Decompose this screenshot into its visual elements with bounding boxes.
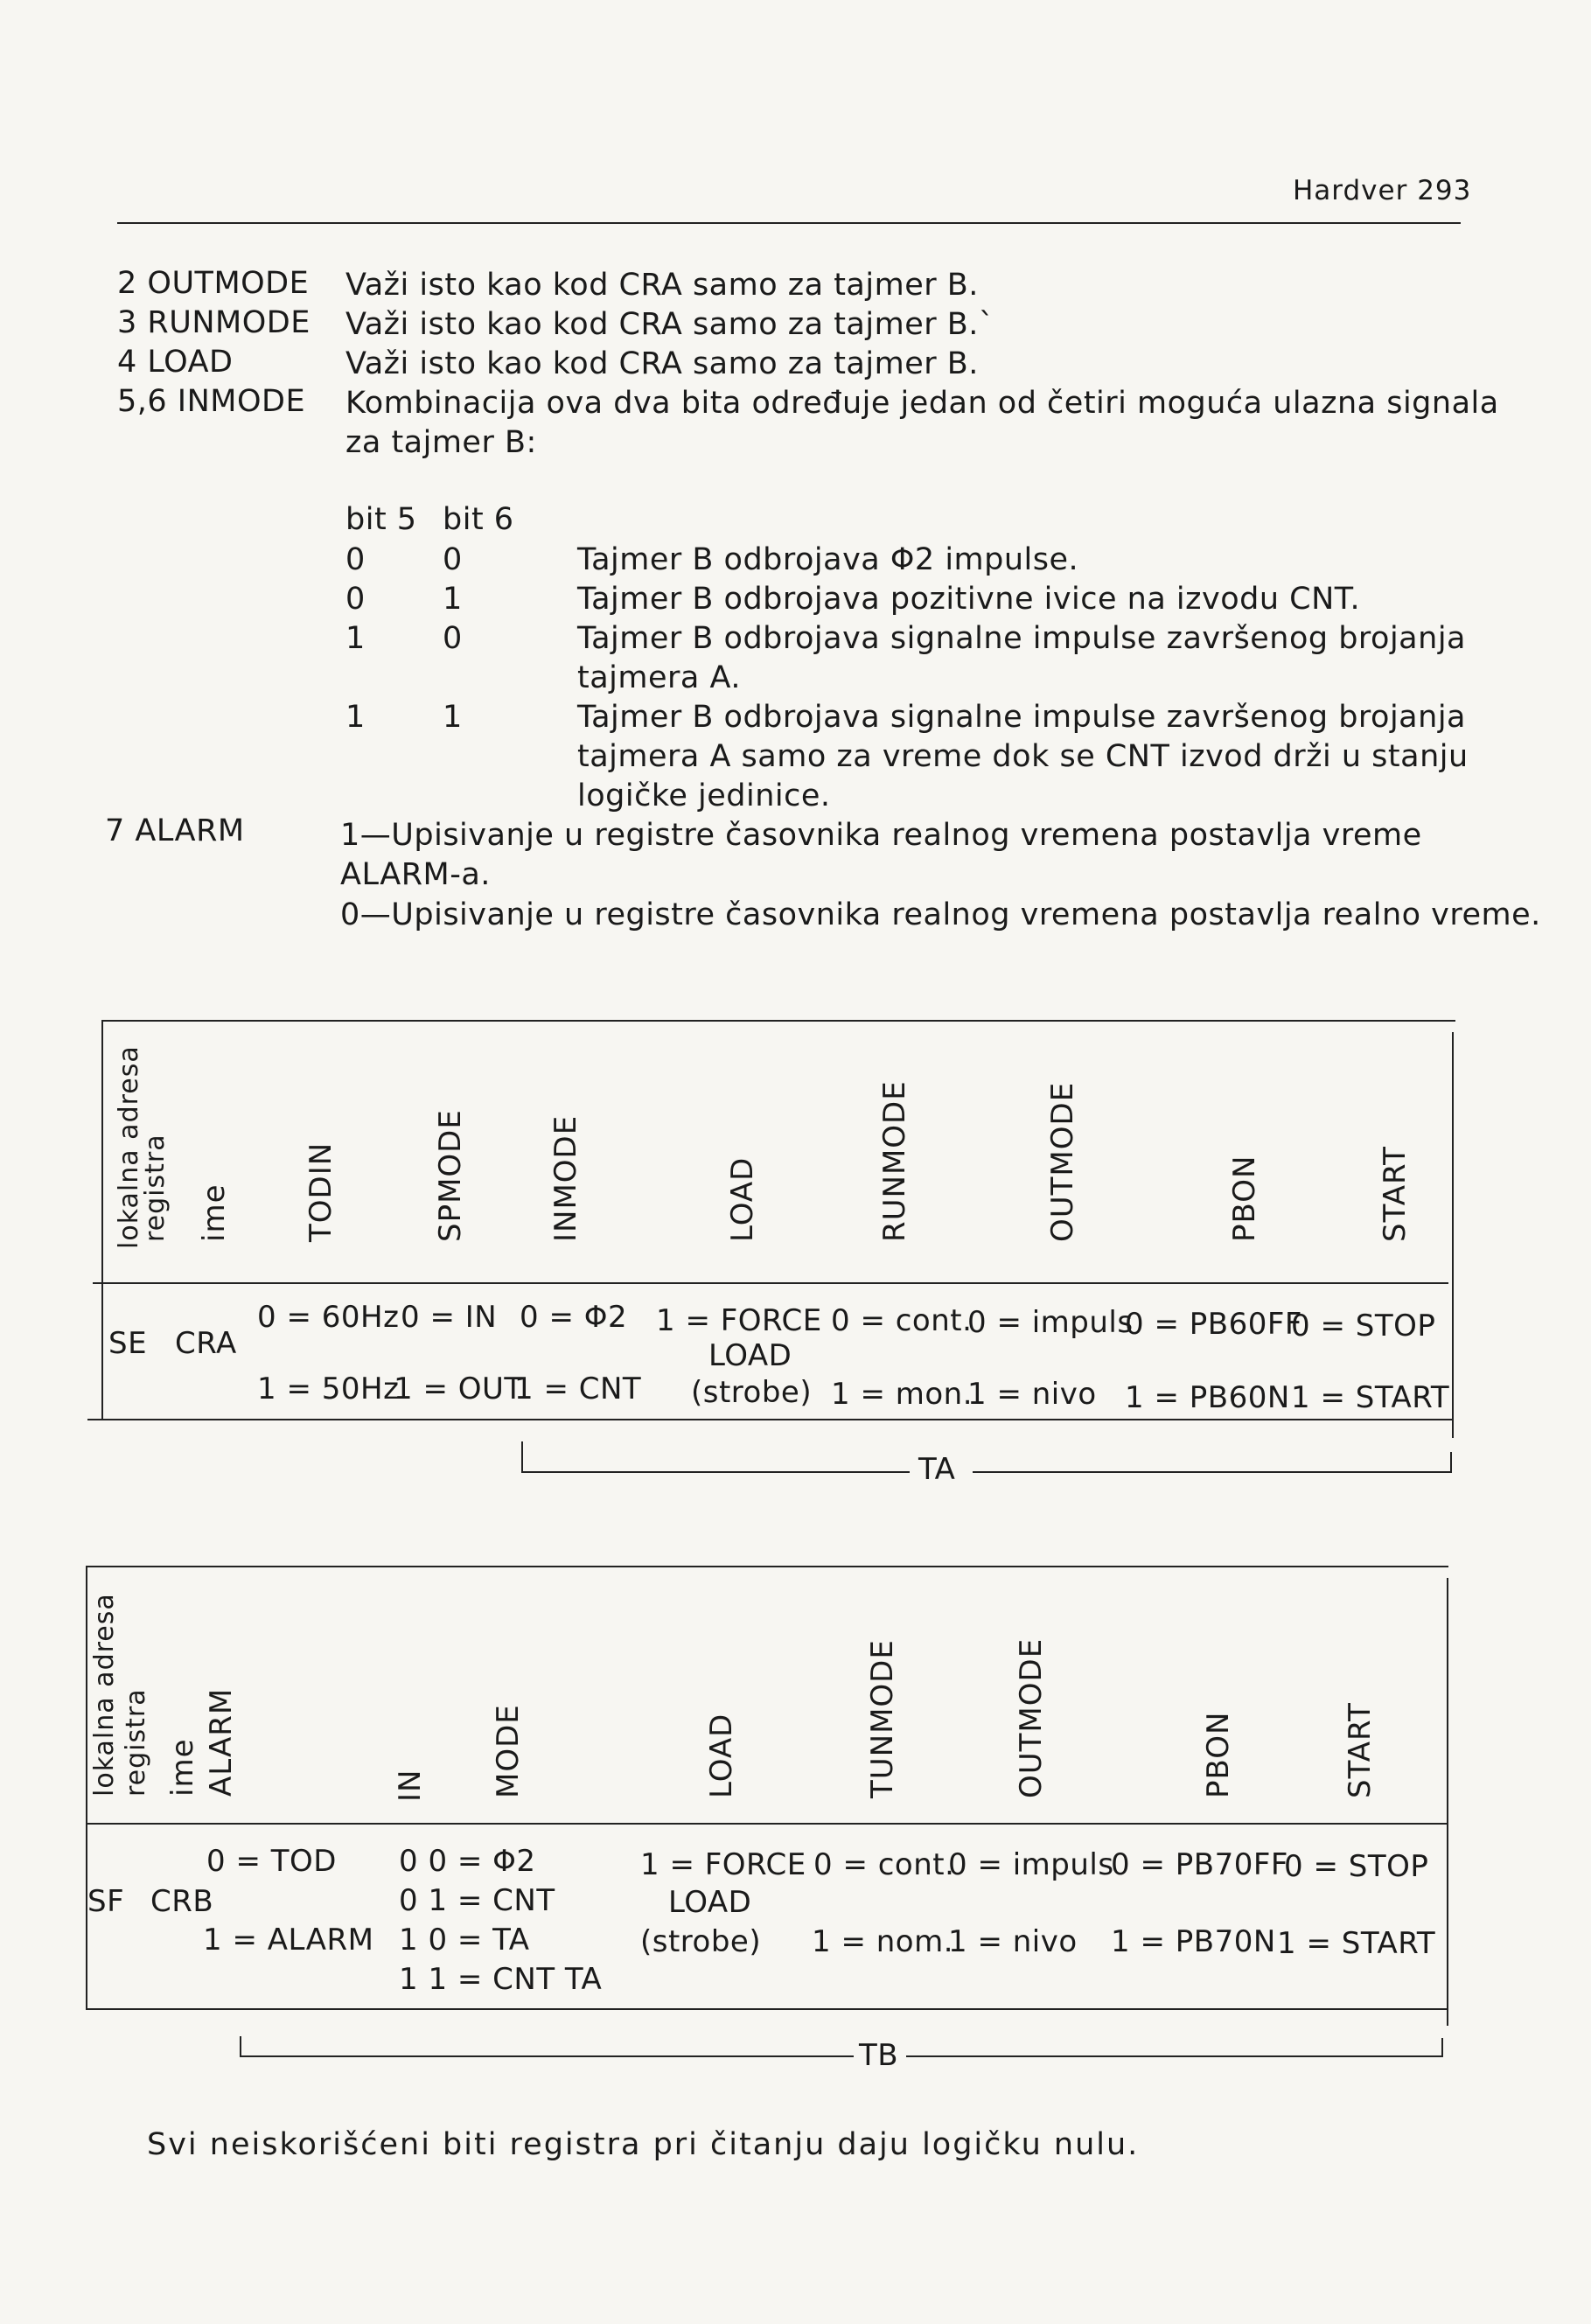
col-header-mode: MODE (491, 1704, 526, 1798)
row-description: Tajmer B odbrojava signalne impulse završenog brojanja (577, 621, 1466, 656)
load-value: LOAD (668, 1885, 752, 1920)
bit-description: 0—Upisivanje u registre časovnika realnog vremena postavlja realno vreme. (340, 897, 1541, 932)
row-description: Tajmer B odbrojava signalne impulse završenog brojanja (577, 700, 1466, 735)
bit-description: za tajmer B: (345, 425, 537, 460)
inmode-value: 1 1 = CNT TA (399, 1962, 603, 1997)
outmode-value: 0 = impuls (967, 1305, 1134, 1340)
page-header: Hardver 293 (1293, 175, 1472, 206)
todin-value: 1 = 50Hz (257, 1371, 400, 1406)
bit-description: Kombinacija ova dva bita određuje jedan od četiri moguća ulazna signala (345, 386, 1499, 421)
footer-note: Svi neiskorišćeni biti registra pri čitanju daju logičku nulu. (147, 2127, 1140, 2162)
spmode-value: 0 = IN (401, 1300, 498, 1335)
register-name: CRB (150, 1884, 214, 1919)
bit-value: 0 (345, 542, 366, 577)
column-header: bit 5 (345, 502, 417, 537)
col-header-outmode: OUTMODE (1045, 1081, 1080, 1242)
inmode-value: 1 = CNT (514, 1371, 642, 1406)
pbon-value: 0 = PB70FF (1111, 1847, 1288, 1882)
col-header-start: START (1378, 1146, 1413, 1242)
register-address: SE (108, 1326, 148, 1361)
frame-left (86, 1566, 87, 2008)
bit-value: 1 (443, 700, 463, 735)
col-header-load: LOAD (704, 1713, 739, 1798)
frame-bottom (87, 1419, 1452, 1420)
tb-bracket-line (240, 2055, 854, 2057)
bit-label: 4 LOAD (117, 345, 234, 380)
start-value: 1 = START (1277, 1926, 1436, 1961)
col-header-todin: TODIN (304, 1141, 338, 1242)
col-header-pbon: PBON (1227, 1155, 1262, 1242)
tb-bracket-line (906, 2055, 1443, 2057)
row-description: Tajmer B odbrojava Φ2 impulse. (577, 542, 1079, 577)
ta-bracket-left (521, 1441, 523, 1471)
row-description: logičke jedinice. (577, 778, 831, 813)
bit-value: 0 (443, 542, 463, 577)
start-value: 0 = STOP (1284, 1849, 1429, 1884)
ta-bracket-line (521, 1471, 910, 1473)
col-header-address: lokalna adresa (89, 1593, 120, 1797)
row-description: tajmera A samo za vreme dok se CNT izvod drži u stanju (577, 739, 1469, 774)
runmode-value: 1 = nom. (812, 1924, 954, 1959)
frame-bottom (86, 2008, 1447, 2010)
col-header-inmode: INMODE (548, 1114, 583, 1242)
bit-description: Važi isto kao kod CRA samo za tajmer B. (345, 346, 979, 381)
start-value: 0 = STOP (1291, 1309, 1436, 1343)
bit-label: 5,6 INMODE (117, 384, 306, 419)
inmode-value: 0 = Φ2 (520, 1300, 628, 1335)
bit-description: ALARM-a. (340, 857, 491, 892)
bit-value: 0 (443, 621, 463, 656)
pbon-value: 1 = PB60N (1125, 1380, 1290, 1415)
bit-value: 1 (443, 582, 463, 617)
col-header-start: START (1343, 1702, 1378, 1798)
col-header-alarm: ALARM (204, 1687, 239, 1797)
col-header-outmode: OUTMODE (1014, 1637, 1049, 1798)
inmode-value: 0 1 = CNT (399, 1883, 555, 1918)
register-name: CRA (175, 1326, 237, 1361)
load-value: 1 = FORCE (656, 1303, 822, 1338)
register-address: SF (87, 1884, 125, 1919)
ta-bracket-right (1450, 1452, 1452, 1473)
col-header-load: LOAD (725, 1156, 760, 1242)
ta-bracket-line (973, 1471, 1452, 1473)
frame-right (1447, 1578, 1448, 2026)
header-divider (93, 1282, 1448, 1284)
bit-description: Važi isto kao kod CRA samo za tajmer B. (345, 268, 979, 303)
inmode-value: 0 0 = Φ2 (399, 1844, 536, 1879)
bit-label: 2 OUTMODE (117, 266, 310, 301)
load-value: 1 = FORCE (640, 1847, 806, 1882)
runmode-value: 0 = cont. (831, 1303, 973, 1338)
outmode-value: 0 = impuls (948, 1847, 1114, 1882)
frame-left (101, 1020, 103, 1419)
bit-value: 1 (345, 621, 366, 656)
alarm-value: 1 = ALARM (203, 1923, 374, 1958)
bit-description: Važi isto kao kod CRA samo za tajmer B.` (345, 307, 994, 342)
col-header-runmode: RUNMODE (877, 1080, 912, 1242)
load-value: LOAD (708, 1338, 792, 1373)
col-header-tunmode: TUNMODE (865, 1639, 900, 1798)
outmode-value: 1 = nivo (948, 1924, 1078, 1959)
bit-label: 3 RUNMODE (117, 305, 311, 340)
bit-description: 1—Upisivanje u registre časovnika realnog vremena postavlja vreme (340, 818, 1422, 853)
start-value: 1 = START (1291, 1380, 1450, 1415)
frame-top (103, 1020, 1455, 1022)
row-description: tajmera A. (577, 660, 741, 695)
bit-label: 7 ALARM (105, 813, 245, 848)
col-header-name: ime (165, 1738, 200, 1797)
load-value: (strobe) (640, 1924, 762, 1959)
frame-top (87, 1566, 1448, 1567)
pbon-value: 1 = PB70N (1111, 1924, 1276, 1959)
bit-value: 0 (345, 582, 366, 617)
tb-bracket-label: TB (859, 2038, 899, 2073)
alarm-value: 0 = TOD (206, 1844, 337, 1879)
header-divider (86, 1823, 1447, 1825)
outmode-value: 1 = nivo (967, 1377, 1097, 1412)
col-header-register: registra (121, 1688, 151, 1797)
tb-bracket-left (240, 2036, 241, 2055)
col-header-spmode: SPMODE (433, 1109, 468, 1242)
ta-bracket-label: TA (918, 1452, 956, 1487)
tb-bracket-right (1441, 2038, 1443, 2057)
spmode-value: 1 = OUT (394, 1371, 523, 1406)
column-header: bit 6 (443, 502, 514, 537)
header-rule (117, 222, 1461, 224)
runmode-value: 1 = mon. (831, 1377, 973, 1412)
runmode-value: 0 = cont. (813, 1847, 955, 1882)
inmode-value: 1 0 = TA (399, 1923, 530, 1958)
col-header-register: registra (140, 1134, 171, 1242)
col-header-address: lokalna adresa (114, 1045, 144, 1249)
bit-value: 1 (345, 700, 366, 735)
row-description: Tajmer B odbrojava pozitivne ivice na izvodu CNT. (577, 582, 1361, 617)
col-header-name: ime (197, 1183, 232, 1242)
col-header-in: IN (393, 1769, 428, 1802)
frame-right (1452, 1032, 1454, 1438)
todin-value: 0 = 60Hz (257, 1300, 400, 1335)
load-value: (strobe) (691, 1375, 813, 1410)
col-header-pbon: PBON (1201, 1711, 1236, 1798)
pbon-value: 0 = PB60FF (1125, 1307, 1302, 1342)
